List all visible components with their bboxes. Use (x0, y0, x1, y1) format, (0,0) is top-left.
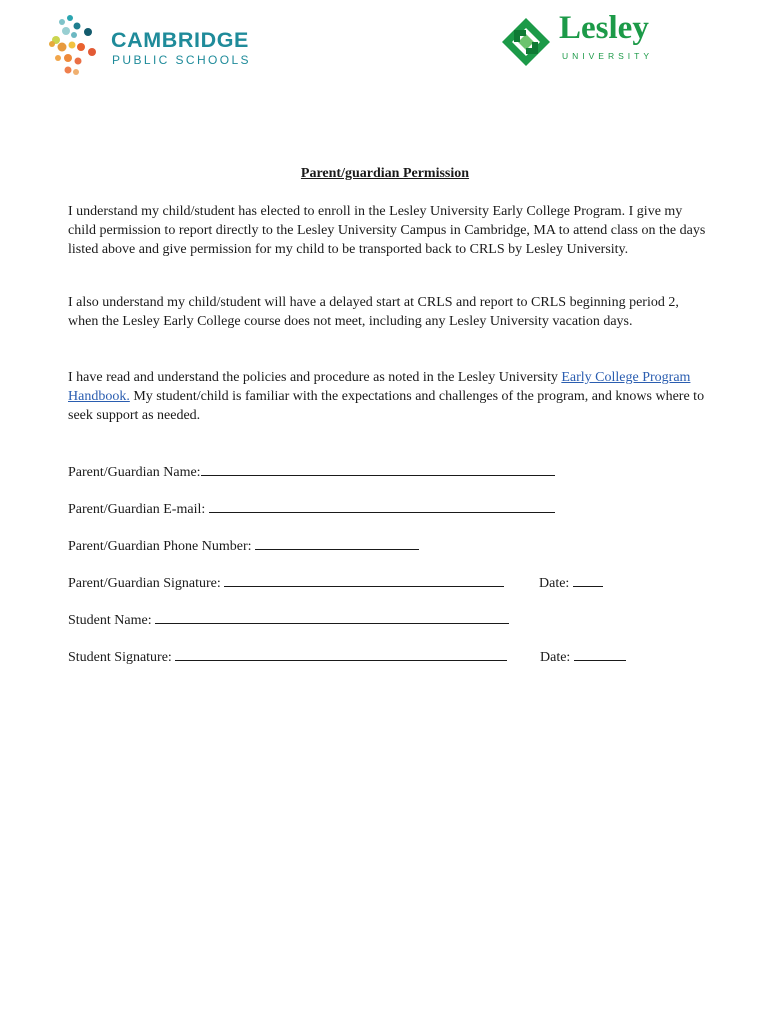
parent-date-line[interactable] (573, 573, 603, 587)
student-date-label: Date: (540, 650, 571, 665)
student-signature-field (68, 647, 507, 666)
handbook-text-after: My student/child is familiar with the expectations and challenges of the program, and knows where to seek support as needed. (68, 388, 705, 423)
student-name-line[interactable] (155, 610, 509, 624)
page-title: Parent/guardian Permission (300, 166, 470, 181)
cps-logo-name: CAMBRIDGE (111, 28, 249, 52)
lesley-university-logo (500, 10, 670, 68)
student-name-field (68, 610, 509, 629)
paragraph-handbook (68, 369, 708, 425)
handbook-link[interactable]: Early College Program Handbook. (68, 370, 691, 404)
cps-logo-subtitle: PUBLIC SCHOOLS (112, 53, 251, 67)
parent-email-line[interactable] (209, 499, 555, 513)
cambridge-public-schools-logo (48, 14, 268, 80)
paragraph-delayed-start: I also understand my child/student will have a delayed start at CRLS and report to CRLS beginning period 2, when the Lesley Early College course does not meet, including any Lesley University vacation days. (68, 295, 679, 329)
parent-name-label: Parent/Guardian Name: (68, 465, 201, 480)
parent-phone-line[interactable] (255, 536, 419, 550)
parent-email-label: Parent/Guardian E-mail: (68, 502, 206, 517)
student-signature-line[interactable] (175, 647, 507, 661)
student-date-line[interactable] (574, 647, 626, 661)
parent-name-field (68, 462, 555, 481)
parent-signature-field (68, 573, 504, 592)
student-name-label: Student Name: (68, 613, 152, 628)
handbook-text-before: I have read and understand the policies and procedure as noted in the Lesley University (68, 370, 562, 385)
parent-signature-label: Parent/Guardian Signature: (68, 576, 221, 591)
lesley-diamond-icon (500, 16, 552, 68)
parent-date-field (539, 573, 603, 592)
student-signature-label: Student Signature: (68, 650, 172, 665)
parent-name-line[interactable] (201, 462, 555, 476)
parent-signature-line[interactable] (224, 573, 504, 587)
parent-date-label: Date: (539, 576, 570, 591)
parent-email-field (68, 499, 555, 518)
student-date-field (540, 647, 626, 666)
parent-phone-field (68, 536, 419, 555)
lesley-logo-subtitle: UNIVERSITY (562, 51, 654, 61)
cps-dots-icon (48, 14, 108, 80)
paragraph-enrollment: I understand my child/student has elected to enroll in the Lesley University Early College Program. I give my child permission to report directly to the Lesley University Campus in Cambridge, MA to attend class on the days listed above and give permission for my child to be transported back to CRLS by Lesley University. (68, 204, 706, 257)
parent-phone-label: Parent/Guardian Phone Number: (68, 539, 252, 554)
lesley-logo-name: Lesley (559, 10, 649, 46)
